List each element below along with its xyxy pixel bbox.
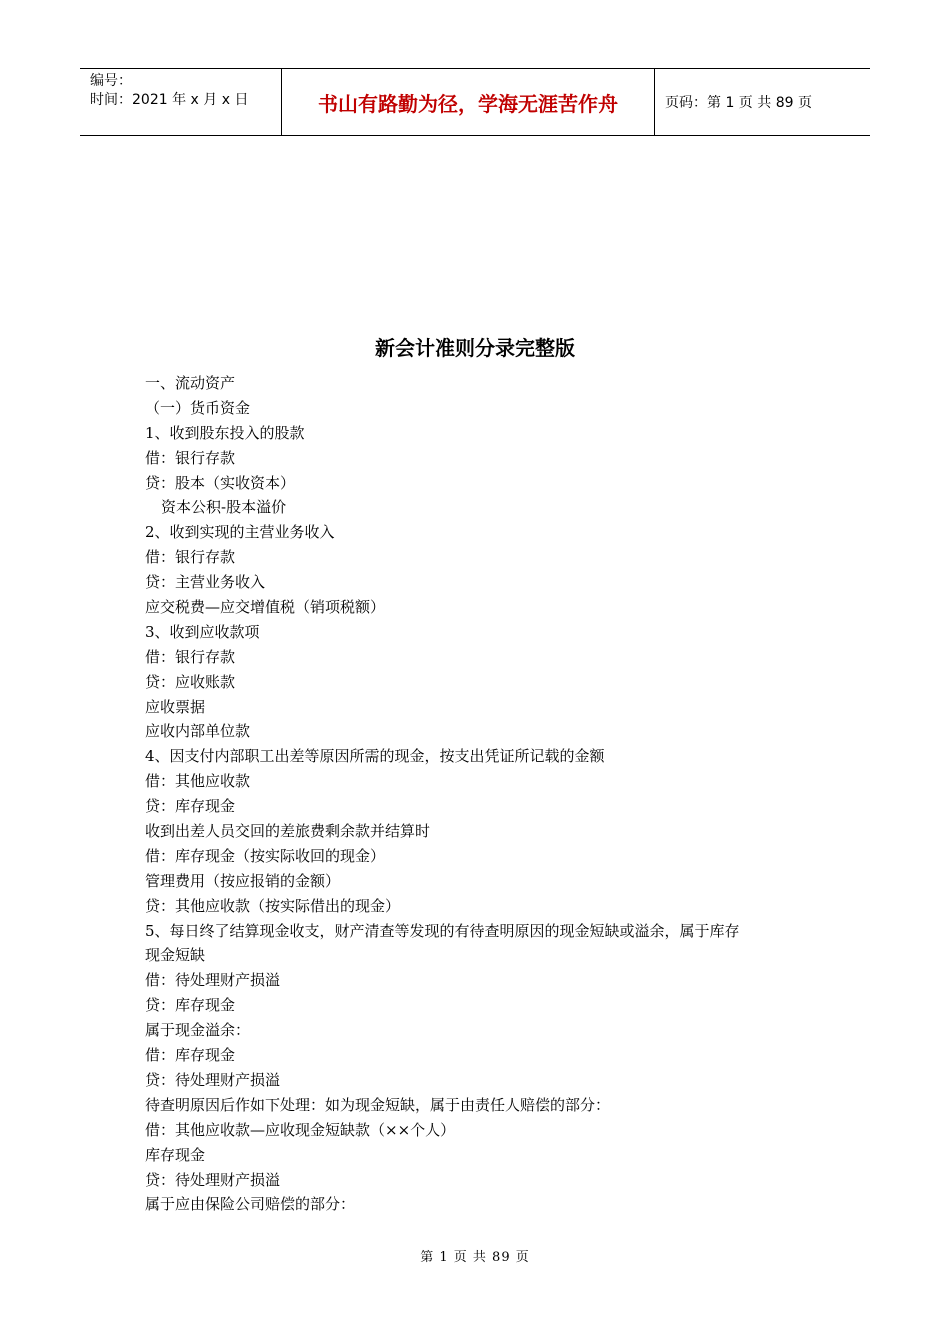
body-line: 收到出差人员交回的差旅费剩余款并结算时 <box>145 822 431 841</box>
body-line: 贷：库存现金 <box>145 797 236 816</box>
header-page-info: 页码：第 1 页 共 89 页 <box>665 95 812 111</box>
body-line: 借：其他应收款—应收现金短缺款（××个人） <box>145 1120 456 1139</box>
body-line: 现金短缺 <box>145 946 206 965</box>
body-line: 属于应由保险公司赔偿的部分： <box>145 1195 356 1214</box>
body-line: 借：银行存款 <box>145 548 236 567</box>
number-label: 编号： <box>90 73 132 89</box>
header-page-cell <box>655 69 870 135</box>
body-line: 属于现金溢余： <box>145 1021 251 1040</box>
body-line: （一）货币资金 <box>145 398 251 417</box>
time-label: 时间：2021 年 x 月 x 日 <box>90 92 249 108</box>
body-line: 借：其他应收款 <box>145 772 251 791</box>
body-line: 管理费用（按应报销的金额） <box>145 871 341 890</box>
body-line: 贷：库存现金 <box>145 996 236 1015</box>
body-line: 借：待处理财产损溢 <box>145 971 281 990</box>
header-meta-cell <box>80 69 282 135</box>
body-line: 贷：应收账款 <box>145 672 236 691</box>
body-line: 3、收到应收款项 <box>145 622 260 641</box>
body-line: 5、每日终了结算现金收支，财产清查等发现的有待查明原因的现金短缺或溢余，属于库存 <box>145 921 740 940</box>
body-line: 借：银行存款 <box>145 448 236 467</box>
body-line: 4、因支付内部职工出差等原因所需的现金，按支出凭证所记载的金额 <box>145 747 605 766</box>
body-line: 贷：股本（实收资本） <box>145 473 296 492</box>
body-line: 贷：待处理财产损溢 <box>145 1170 281 1189</box>
body-line: 资本公积-股本溢价 <box>161 498 287 517</box>
body-line: 贷：主营业务收入 <box>145 573 266 592</box>
document-body <box>145 371 845 1217</box>
header-motto-cell <box>282 69 655 135</box>
body-line: 1、收到股东投入的股款 <box>145 423 305 442</box>
body-line: 贷：其他应收款（按实际借出的现金） <box>145 896 401 915</box>
document-title: 新会计准则分录完整版 <box>375 336 575 360</box>
motto-text: 书山有路勤为径，学海无涯苦作舟 <box>318 91 618 116</box>
page-footer: 第 1 页 共 89 页 <box>420 1250 530 1265</box>
body-line: 借：库存现金（按实际收回的现金） <box>145 846 386 865</box>
body-line: 贷：待处理财产损溢 <box>145 1070 281 1089</box>
body-line: 借：银行存款 <box>145 647 236 666</box>
body-line: 2、收到实现的主营业务收入 <box>145 523 335 542</box>
body-line: 借：库存现金 <box>145 1046 236 1065</box>
body-line: 待查明原因后作如下处理：如为现金短缺，属于由责任人赔偿的部分： <box>145 1095 611 1114</box>
body-line: 库存现金 <box>145 1145 206 1164</box>
body-line: 一、流动资产 <box>145 374 236 392</box>
body-line: 应交税费—应交增值税（销项税额） <box>145 598 386 617</box>
body-line: 应收票据 <box>145 697 206 716</box>
body-line: 应收内部单位款 <box>145 722 251 741</box>
page-header <box>80 68 870 136</box>
